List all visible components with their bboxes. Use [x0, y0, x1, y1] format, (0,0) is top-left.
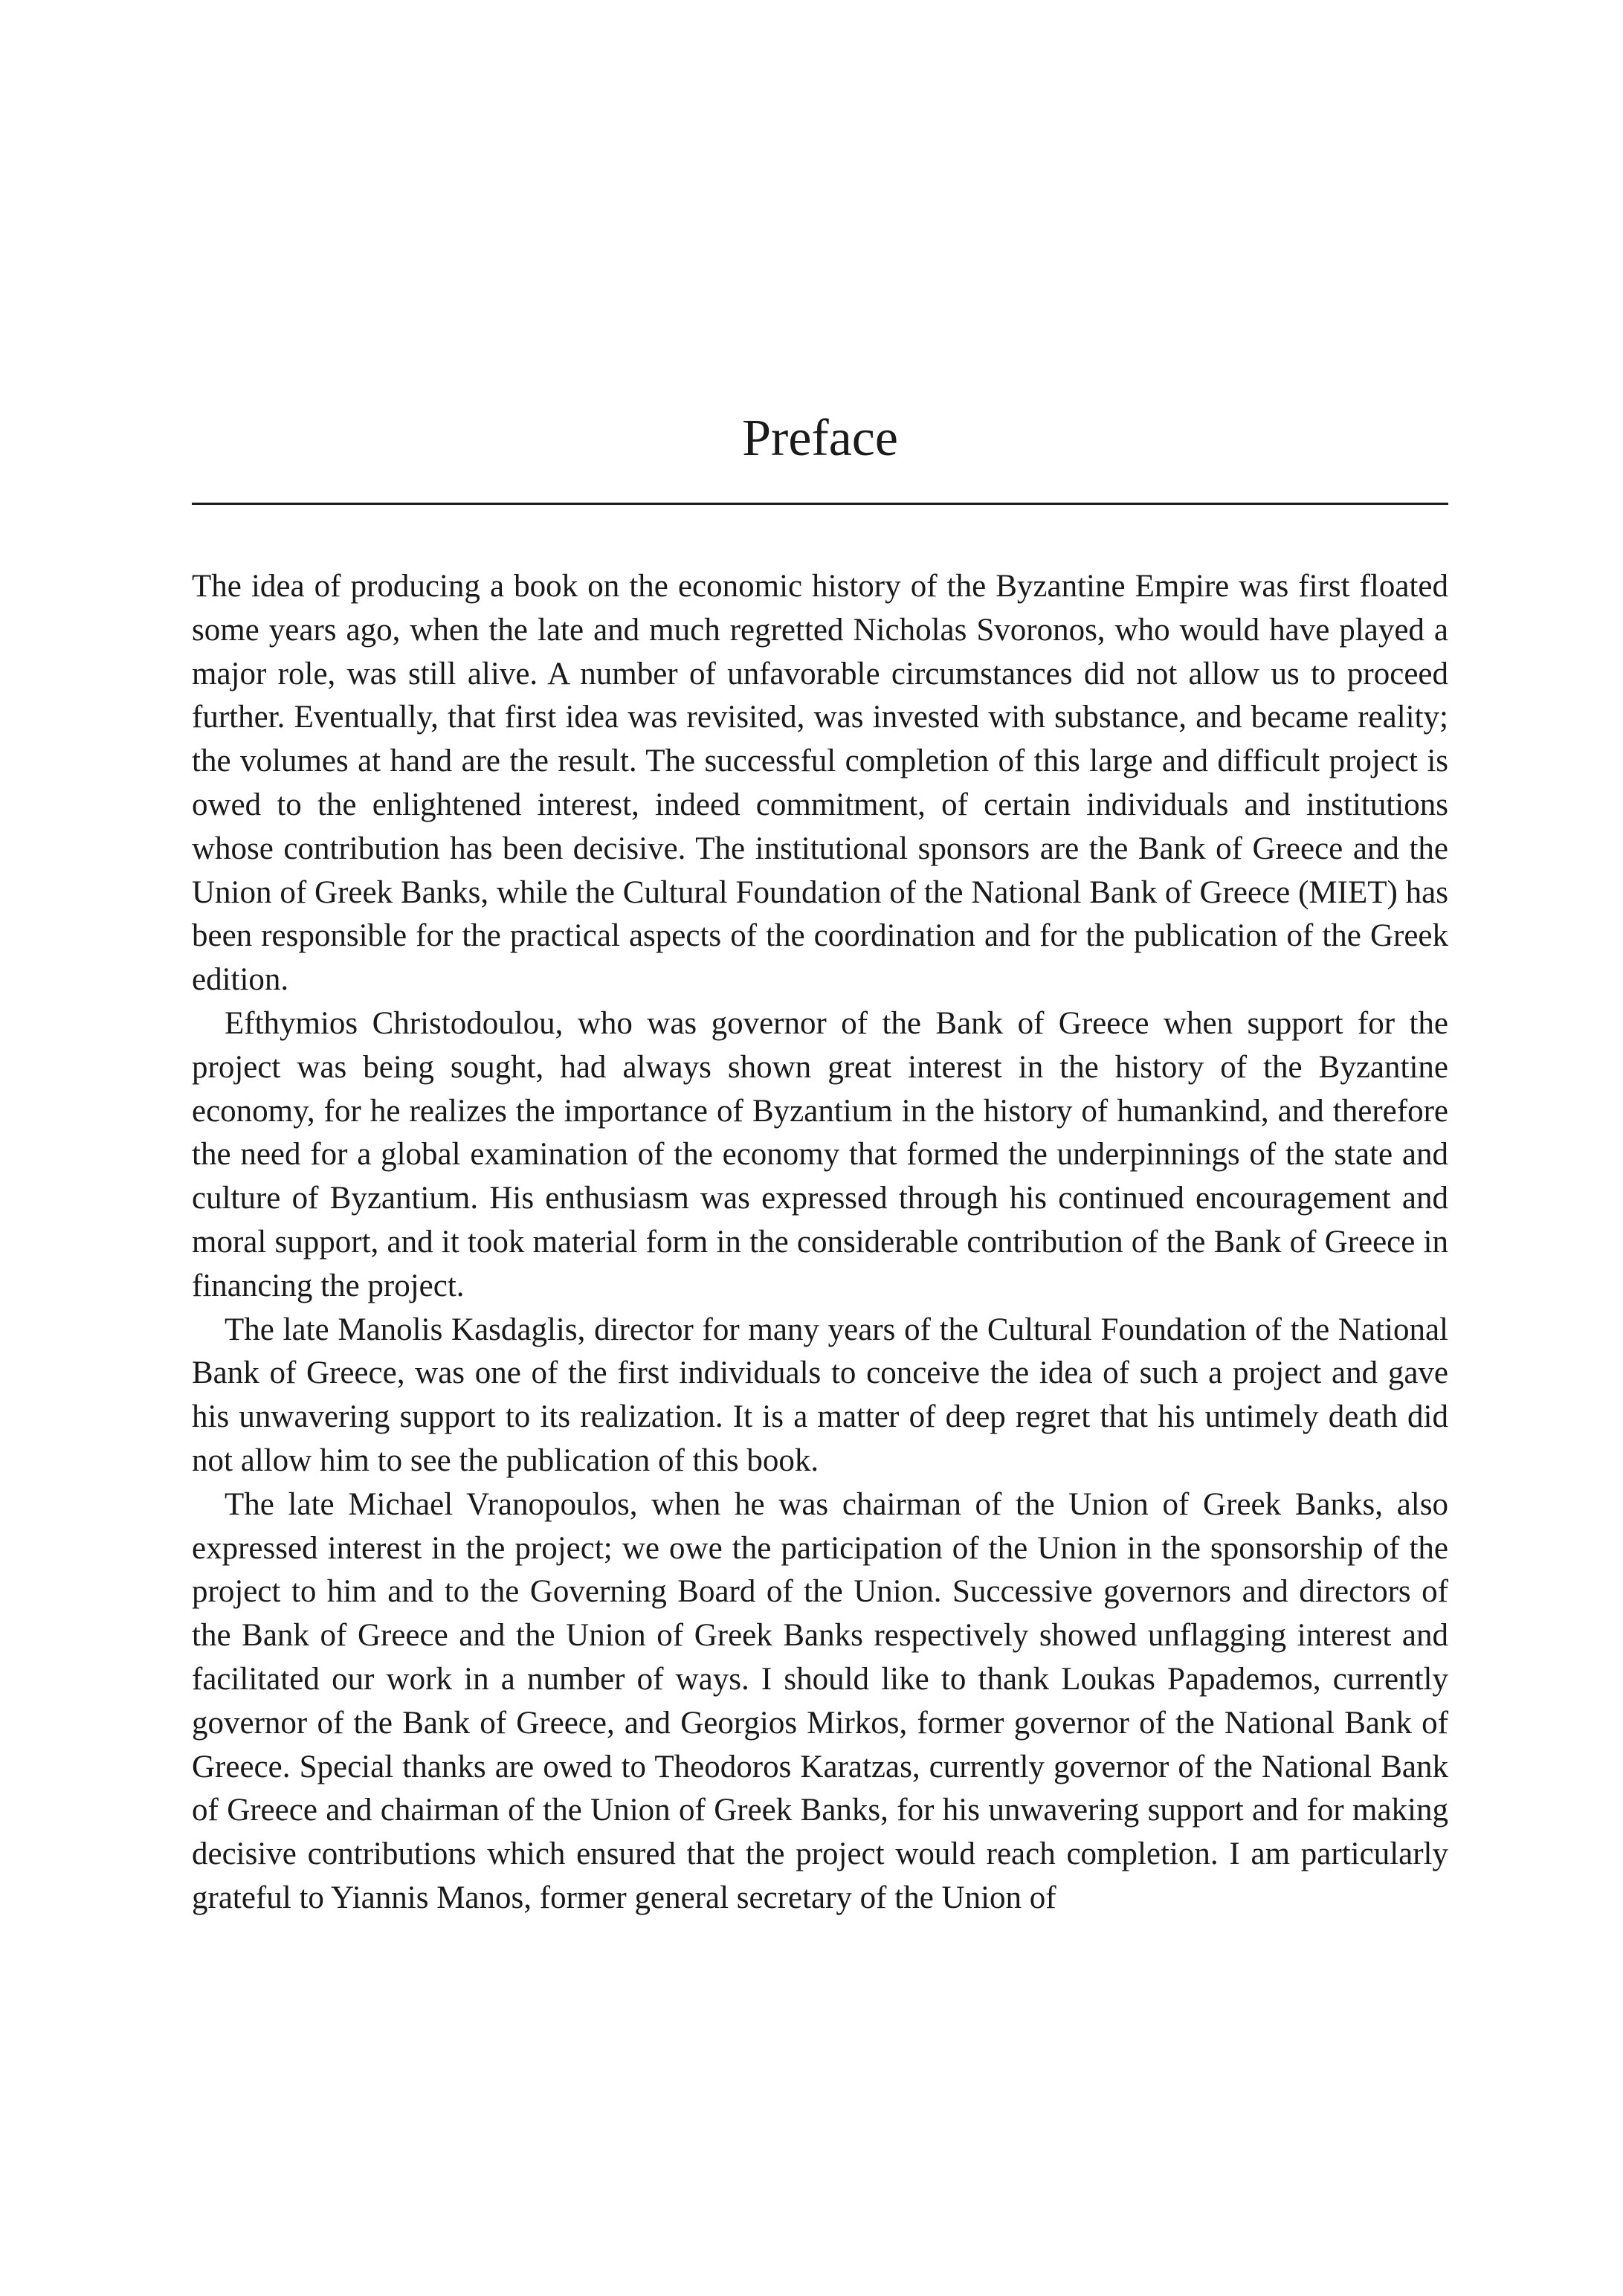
- paragraph-3: The late Manolis Kasdaglis, director for many years of the Cultural Foundation of the National Bank of Greece, was one of the first individuals to conceive the idea of such a project and gave his unwavering support to its realization. It is a matter of deep regret that his untimely death did not allow him to see the publication of this book.: [192, 1312, 1448, 1478]
- page-title: Preface: [742, 410, 898, 467]
- paragraph-1: The idea of producing a book on the economic history of the Byzantine Empire was first floated some years ago, when the late and much regretted Nicholas Svoronos, who would have played a major role, was still alive. A number of unfavorable circumstances did not allow us to proceed further. Eventually, that first idea was revisited, was invested with substance, and became reality; the volumes at hand are the result. The successful completion of this large and difficult project is owed to the enlightened interest, indeed commitment, of certain individuals and institutions whose contribution has been decisive. The institutional sponsors are the Bank of Greece and the Union of Greek Banks, while the Cultural Foundation of the National Bank of Greece (MIET) has been responsible for the practical aspects of the coordination and for the publication of the Greek edition.: [192, 569, 1448, 998]
- paragraph-2: Efthymios Christodoulou, who was governor of the Bank of Greece when support for the project was being sought, had always shown great interest in the history of the Byzantine economy, for he realizes the importance of Byzantium in the history of humankind, and therefore the need for a global examination of the economy that formed the underpinnings of the state and culture of Byzantium. His enthusiasm was expressed through his continued encouragement and moral support, and it took material form in the considerable contribution of the Bank of Greece in financing the project.: [192, 1005, 1448, 1303]
- title-rule: [192, 503, 1448, 505]
- preface-body: [192, 565, 1448, 1921]
- paragraph-4: The late Michael Vranopoulos, when he was chairman of the Union of Greek Banks, also expressed interest in the project; we owe the participation of the Union in the sponsorship of the project to him and to the Governing Board of the Union. Successive governors and directors of the Bank of Greece and the Union of Greek Banks respectively showed unflagging interest and facilitated our work in a number of ways. I should like to thank Loukas Papademos, currently governor of the Bank of Greece, and Georgios Mirkos, former governor of the National Bank of Greece. Special thanks are owed to Theodoros Karatzas, currently governor of the National Bank of Greece and chairman of the Union of Greek Banks, for his unwavering support and for making decisive contributions which ensured that the project would reach completion. I am particularly grateful to Yiannis Manos, former general secretary of the Union of: [192, 1486, 1448, 1915]
